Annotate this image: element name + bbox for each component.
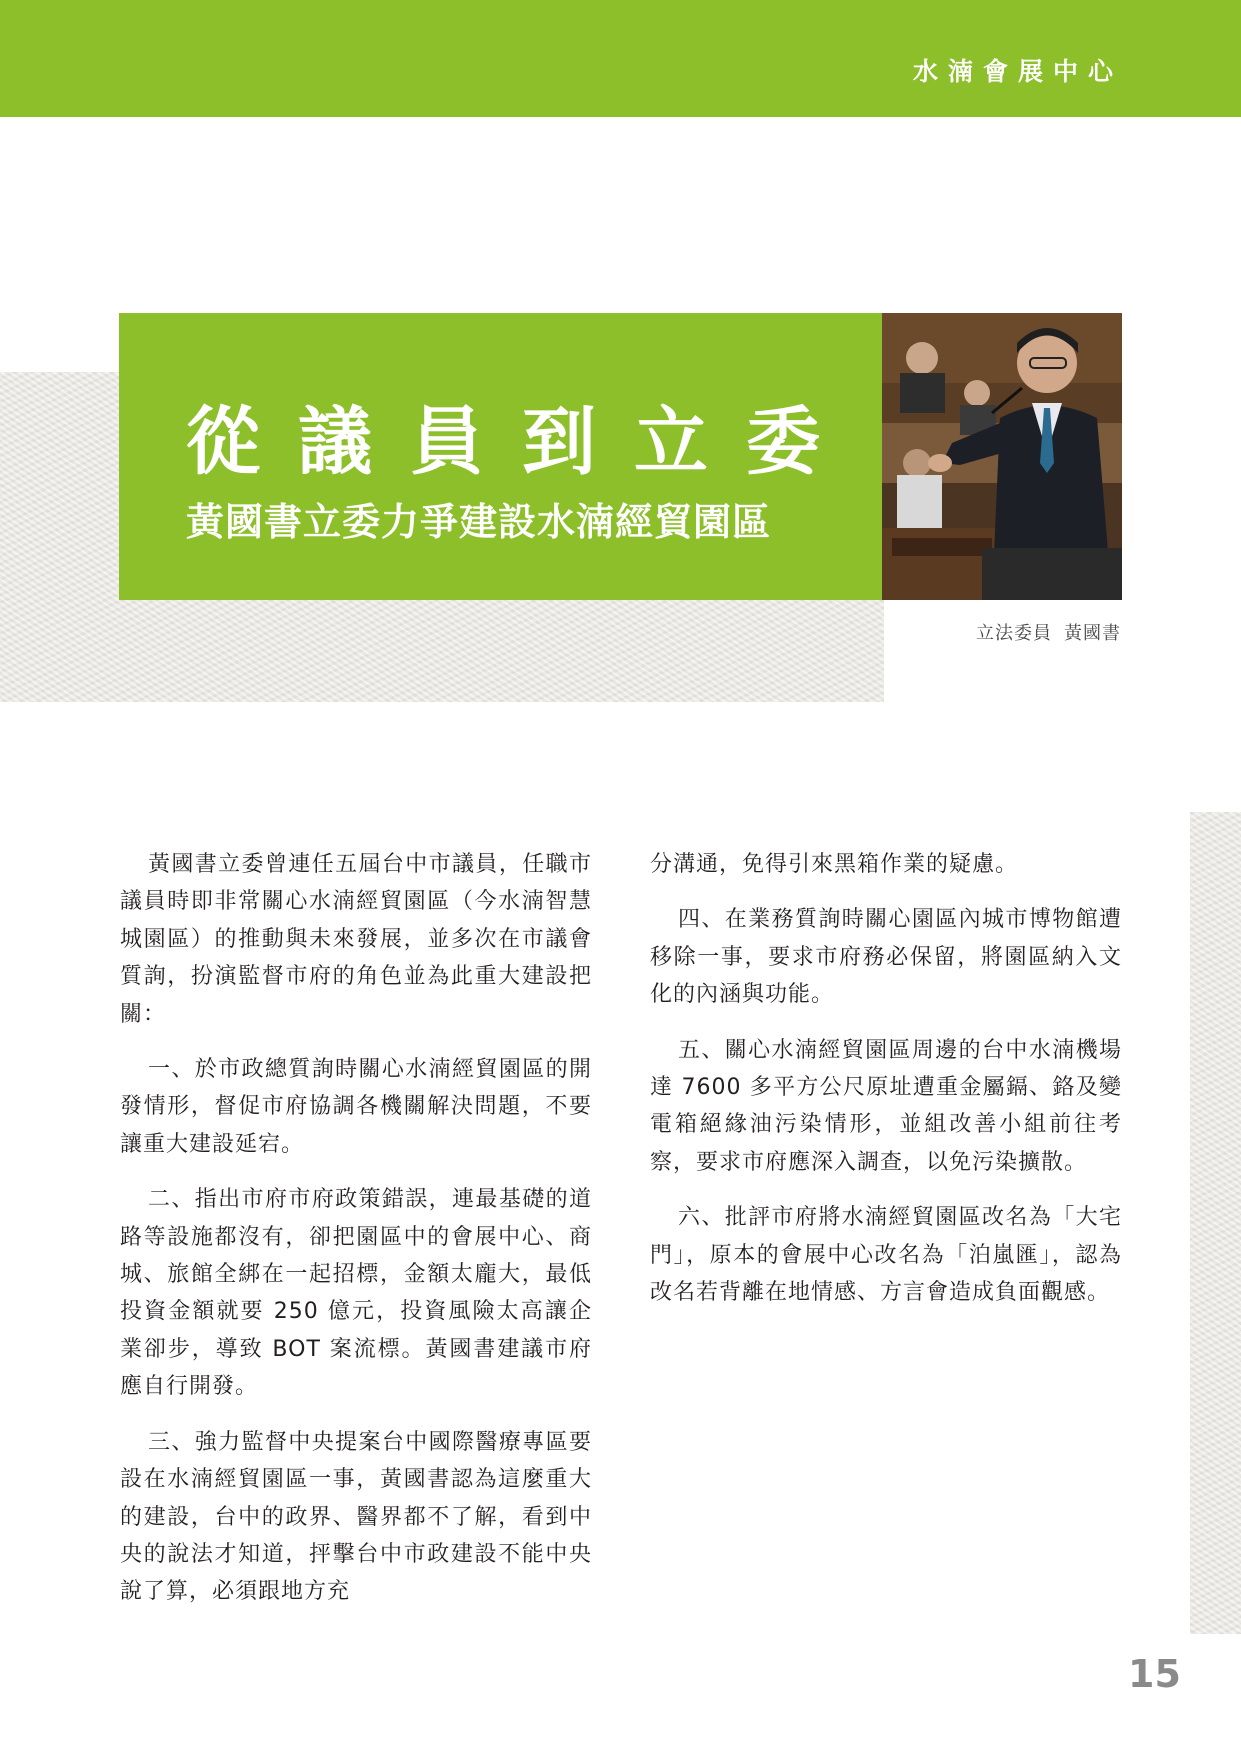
article-paragraph: 三、強力監督中央提案台中國際醫療專區要設在水湳經貿園區一事，黃國書認為這麼重大的建設，台中的政界、醫界都不了解，看到中央的說法才知道，抨擊台中市政建設不能中央說了算，必須跟地方充 [120, 1429, 592, 1605]
article-paragraph: 五、關心水湳經貿園區周邊的台中水湳機場達 7600 多平方公尺原址遭重金屬鎘、鉻及變電箱絕緣油污染情形，並組改善小組前往考察，要求市府應深入調查，以免污染擴散。 [650, 1037, 1122, 1175]
article-left-column [120, 846, 592, 1629]
section-title: 水湳會展中心 [912, 57, 1123, 86]
article-right-column [650, 846, 1122, 1329]
page-number: 15 [1128, 1652, 1181, 1696]
article-paragraph: 分溝通，免得引來黑箱作業的疑慮。 [650, 852, 1019, 877]
article-paragraph: 六、批評市府將水湳經貿園區改名為「大宅門」，原本的會展中心改名為「泊嵐匯」，認為改名若背離在地情感、方言會造成負面觀感。 [650, 1205, 1122, 1306]
main-title: 從議員到立委 [186, 399, 858, 485]
sub-title: 黃國書立委力爭建設水湳經貿園區 [186, 500, 772, 544]
caption-name: 黃國書 [1064, 623, 1121, 644]
article-paragraph: 一、於市政總質詢時關心水湳經貿園區的開發情形，督促市府協調各機關解決問題，不要讓重大建設延宕。 [120, 1057, 592, 1157]
article-paragraph: 黃國書立委曾連任五屆台中市議員，任職市議員時即非常關心水湳經貿園區（今水湳智慧城園區）的推動與未來發展，並多次在市議會質詢，扮演監督市府的角色並為此重大建設把關： [120, 852, 592, 1027]
legislator-photo [882, 313, 1122, 600]
paper-texture-right [1190, 812, 1241, 1634]
title-block [119, 313, 882, 600]
header-band [0, 0, 1241, 117]
article-paragraph: 四、在業務質詢時關心園區內城市博物館遭移除一事，要求市府務必保留，將園區納入文化的內涵與功能。 [650, 907, 1122, 1008]
photo-illustration [882, 313, 1122, 600]
photo-caption [964, 619, 1121, 645]
caption-role: 立法委員 [976, 623, 1052, 644]
article-paragraph: 二、指出市府市府政策錯誤，連最基礎的道路等設施都沒有，卻把園區中的會展中心、商城、旅館全綁在一起招標，金額太龐大，最低投資金額就要 250 億元，投資風險太高讓企業卻步，導致 BOT 案流標。黃國書建議市府應自行開發。 [120, 1187, 592, 1400]
